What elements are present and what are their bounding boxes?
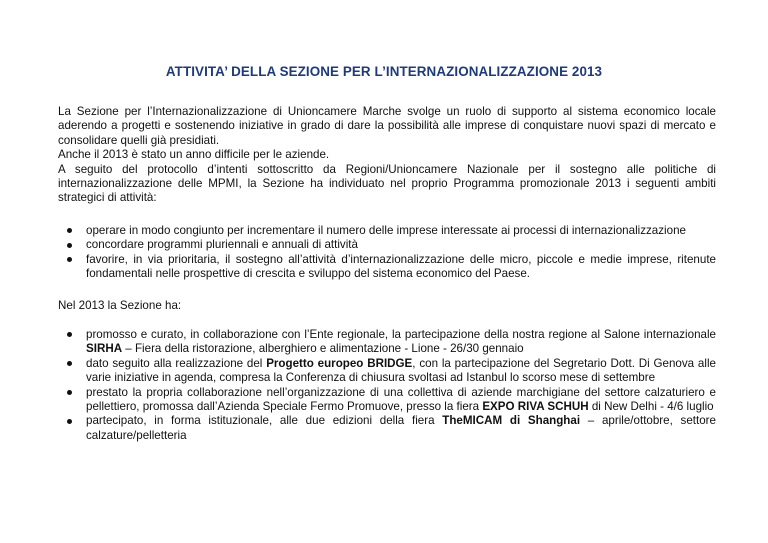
- list-item: partecipato, in forma istituzionale, alle due edizioni della fiera TheMICAM di Shanghai – aprile/ottobre, settore calzature/pelletteria: [58, 414, 716, 443]
- year-note-paragraph: Anche il 2013 è stato un anno difficile per le aziende.: [58, 148, 330, 162]
- event-name: SIRHA: [86, 342, 123, 356]
- bullet-icon: [67, 228, 72, 233]
- list-item: dato seguito alla realizzazione del Progetto europeo BRIDGE, con la partecipazione del Segretario Dott. Di Genova alle varie iniziative in agenda, compresa la Conferenza di chiusura svoltasi ad Istanbul lo scorso mese di settembre: [58, 357, 716, 386]
- list-item: concordare programmi pluriennali e annuali di attività: [58, 238, 716, 252]
- intro-paragraph: La Sezione per l’Internazionalizzazione di Unioncamere Marche svolge un ruolo di supporto al sistema economico locale aderendo a progetti e sostenendo iniziative in grado di dare la possibilità alle imprese di conquistare nuovi spazi di mercato e consolidare quelli già presidiati.: [58, 105, 716, 147]
- event-name: TheMICAM di Shanghai: [442, 414, 581, 428]
- document-title: ATTIVITA’ DELLA SEZIONE PER L’INTERNAZIONALIZZAZIONE 2013: [165, 64, 603, 79]
- list-item: operare in modo congiunto per incrementare il numero delle imprese interessate ai processi di internazionalizzazione: [58, 224, 716, 238]
- bullet-icon: [67, 243, 72, 248]
- list-item: favorire, in via prioritaria, il sostegno all’attività d’internazionalizzazione delle micro, piccole e medie imprese, ritenute fondamentali nelle prospettive di crescita e sviluppo del sistema economico del Paese.: [58, 253, 716, 282]
- event-name: Progetto europeo BRIDGE: [266, 356, 413, 370]
- bullet-icon: [67, 332, 72, 337]
- bullet-icon: [67, 390, 72, 395]
- list-item: prestato la propria collaborazione nell’organizzazione di una collettiva di aziende marchigiane del settore calzaturiero e pellettiero, promossa dall’Azienda Speciale Fermo Promuove, presso la fiera EXPO RIVA SCHUH di New Delhi - 4/6 luglio: [58, 386, 716, 415]
- bullet-icon: [67, 257, 72, 262]
- bullet-icon: [67, 419, 72, 424]
- bullet-icon: [67, 361, 72, 366]
- document-body: [58, 105, 716, 443]
- strategic-areas-list: [58, 224, 716, 282]
- list-item: promosso e curato, in collaborazione con l’Ente regionale, la partecipazione della nostra regione al Salone internazionale SIRHA – Fiera della ristorazione, alberghiero e alimentazione - Lione - 26/30 gennaio: [58, 328, 716, 357]
- activities-intro: Nel 2013 la Sezione ha:: [58, 299, 182, 313]
- activities-list: [58, 328, 716, 443]
- protocol-paragraph: A seguito del protocollo d’intenti sottoscritto da Regioni/Unioncamere Nazionale per il sostegno alle politiche di internazionalizzazione delle MPMI, la Sezione ha individuato nel proprio Programma promozionale 2013 i seguenti ambiti strategici di attività:: [58, 162, 716, 205]
- event-name: EXPO RIVA SCHUH: [482, 399, 589, 413]
